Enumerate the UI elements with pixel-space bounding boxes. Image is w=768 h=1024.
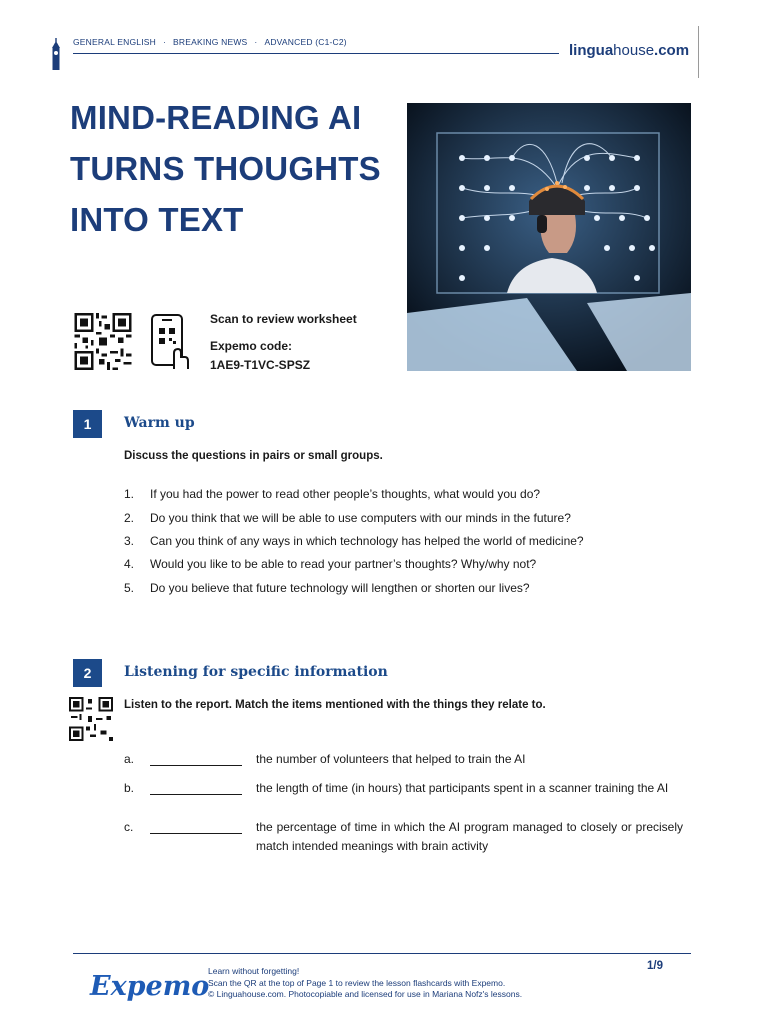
matching-item [124,779,684,817]
footer-divider [73,953,691,954]
section-instruction: Listen to the report. Match the items mentioned with the things they relate to. [124,699,546,711]
footer-line: © Linguahouse.com. Photocopiable and licensed for use in Mariana Nofz's lessons. [208,989,523,999]
expemo-code-label: Expemo code: [210,339,293,353]
section-instruction: Discuss the questions in pairs or small groups. [124,450,383,462]
item-description: the length of time (in hours) that participants spent in a scanner training the AI [256,781,669,795]
breadcrumb-breaking-news[interactable]: BREAKING NEWS [173,37,248,47]
expemo-code-value: 1AE9-T1VC-SPSZ [210,358,311,372]
section-number-2: 2 [73,659,102,687]
hero-image [407,103,691,371]
matching-item [124,750,684,770]
list-item: 3. Can you think of any ways in which technology has helped the world of medicine? [124,534,584,548]
expemo-logo[interactable] [88,963,210,1009]
footer-line: Scan the QR at the top of Page 1 to review the lesson flashcards with Expemo. [208,977,506,988]
qr-code-icon[interactable] [69,697,113,741]
phone-scan-icon [150,313,190,371]
scan-label: Scan to review worksheet [210,312,357,326]
breadcrumb [73,37,347,47]
section-number-1: 1 [73,410,102,438]
big-ben-icon [50,38,62,70]
page-title: MIND-READING AI TURNS THOUGHTS INTO TEXT [70,99,381,238]
linguahouse-logo[interactable]: linguahouse.com [569,42,690,59]
breadcrumb-separator: · [254,37,258,47]
item-letter: b. [124,781,135,795]
list-item: 1. If you had the power to read other people’s thoughts, what would you do? [124,487,541,501]
item-letter: a. [124,752,135,766]
answer-blank[interactable] [150,833,242,834]
item-description: the number of volunteers that helped to train the AI [256,752,526,766]
qr-code-icon[interactable] [73,313,133,370]
breadcrumb-separator: · [163,37,167,47]
footer-text [208,966,522,1001]
item-letter: c. [124,820,134,834]
svg-text:Expemo: Expemo [90,971,210,1002]
answer-blank[interactable] [150,765,242,766]
breadcrumb-level[interactable]: ADVANCED (C1-C2) [264,37,347,47]
footer-line: Learn without forgetting! [208,966,300,976]
breadcrumb-general-english[interactable]: GENERAL ENGLISH [73,37,156,47]
item-description: the percentage of time in which the AI program managed to closely or precisely match intended meanings with brain activity [256,820,683,853]
header-vertical-rule [698,26,699,78]
list-item: 4. Would you like to be able to read your partner’s thoughts? Why/why not? [124,557,537,571]
list-item: 5. Do you believe that future technology will lengthen or shorten our lives? [124,581,530,595]
answer-blank[interactable] [150,794,242,795]
list-item: 2. Do you think that we will be able to use computers with our minds in the future? [124,511,571,525]
matching-item [124,818,684,856]
page-number: 1/9 [647,960,663,972]
header-divider [73,53,559,54]
section-title-warm-up: Warm up [124,415,195,431]
section-title-listening: Listening for specific information [124,664,388,680]
